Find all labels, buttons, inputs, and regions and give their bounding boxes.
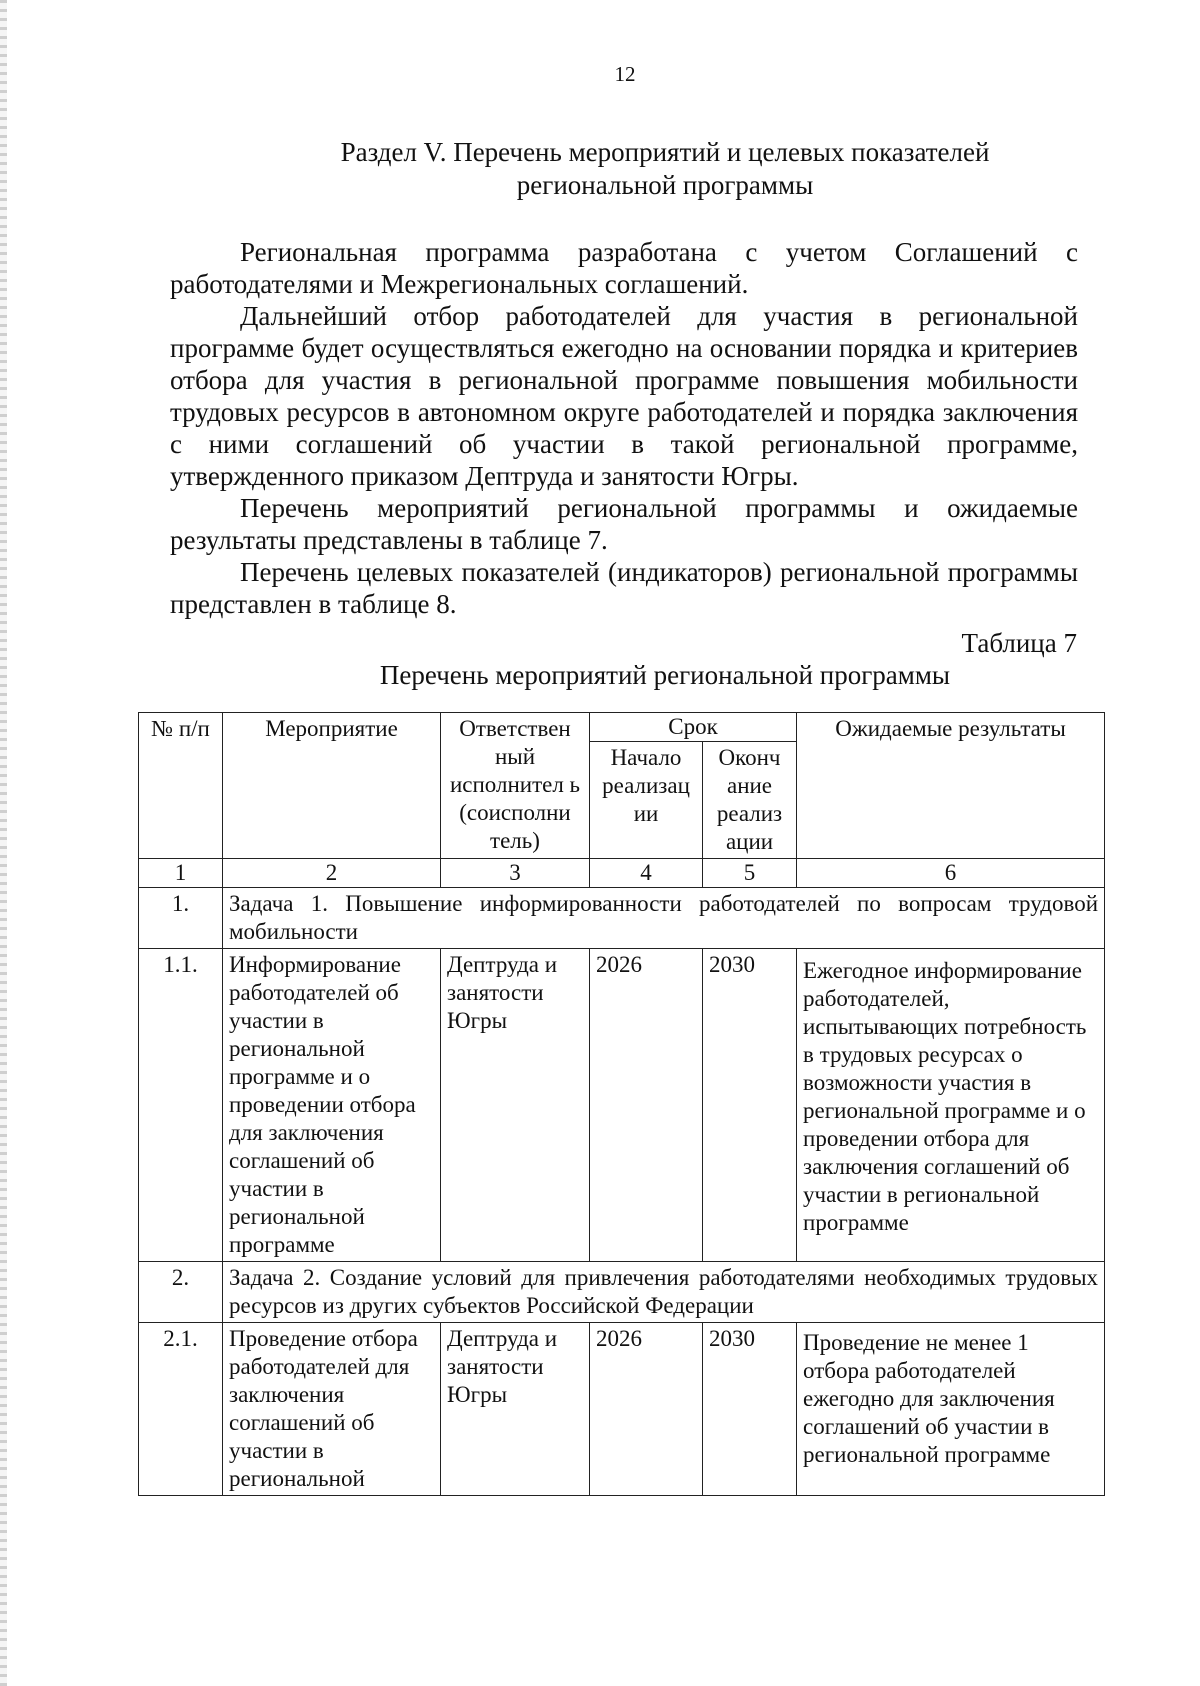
table-title: Перечень мероприятий региональной программы xyxy=(379,660,951,690)
page-number: 12 xyxy=(614,62,636,86)
task-text: Задача 1. Повышение информированности работодателей по вопросам трудовой мобильности xyxy=(223,888,1105,949)
paragraph: Перечень целевых показателей (индикаторов) региональной программы представлен в таблице 8. xyxy=(170,557,1078,619)
row-start: 2026 xyxy=(590,949,703,1262)
row-num: 1.1. xyxy=(139,949,223,1262)
header-event: Мероприятие xyxy=(223,713,441,859)
body-text xyxy=(170,236,1078,620)
header-row xyxy=(139,713,1105,742)
row-event: Проведение отбора работодателей для заключения соглашений об участии в региональной xyxy=(223,1323,441,1496)
table-row xyxy=(139,1323,1105,1496)
paragraph: Перечень мероприятий региональной программы и ожидаемые результаты представлены в таблице 7. xyxy=(170,493,1078,555)
column-number: 3 xyxy=(441,859,590,888)
header-num: № п/п xyxy=(139,713,223,859)
task-row xyxy=(139,1262,1105,1323)
events-table xyxy=(138,712,1105,1496)
row-end: 2030 xyxy=(703,1323,797,1496)
section-title-line2: региональной программы xyxy=(516,170,814,200)
paragraph: Дальнейший отбор работодателей для участия в региональной программе будет осуществляться ежегодно на основании порядка и критериев отбора для участия в региональной программе повышения мобильности трудовых ресурсов в автономном округе работодателей и порядка заключения с ними соглашений об участии в такой региональной программе, утвержденного приказом Дептруда и занятости Югры. xyxy=(170,301,1078,491)
row-start: 2026 xyxy=(590,1323,703,1496)
column-number: 1 xyxy=(139,859,223,888)
column-number: 2 xyxy=(223,859,441,888)
header-responsible: Ответствен ный исполнител ь (соисполни тель) xyxy=(441,713,590,859)
header-term: Срок xyxy=(590,713,797,742)
row-responsible: Дептруда и занятости Югры xyxy=(441,1323,590,1496)
section-title-line1: Раздел V. Перечень мероприятий и целевых показателей xyxy=(340,137,990,167)
task-num: 1. xyxy=(139,888,223,949)
task-num: 2. xyxy=(139,1262,223,1323)
column-number: 6 xyxy=(797,859,1105,888)
column-number-row xyxy=(139,859,1105,888)
row-responsible: Дептруда и занятости Югры xyxy=(441,949,590,1262)
row-num: 2.1. xyxy=(139,1323,223,1496)
table-row xyxy=(139,949,1105,1262)
row-event: Информирование работодателей об участии в региональной программе и о проведении отбора для заключения соглашений об участии в региональной программе xyxy=(223,949,441,1262)
column-number: 5 xyxy=(703,859,797,888)
row-results: Проведение не менее 1 отбора работодателей ежегодно для заключения соглашений об участии в региональной программе xyxy=(797,1323,1105,1496)
scan-edge xyxy=(0,0,7,1686)
task-row xyxy=(139,888,1105,949)
table-label: Таблица 7 xyxy=(961,628,1077,658)
header-end: Оконч ание реализ ации xyxy=(703,742,797,859)
task-text: Задача 2. Создание условий для привлечения работодателями необходимых трудовых ресурсов из других субъектов Российской Федерации xyxy=(223,1262,1105,1323)
header-start: Начало реализац ии xyxy=(590,742,703,859)
row-results: Ежегодное информирование работодателей, испытывающих потребность в трудовых ресурсах о возможности участия в региональной программе и о проведении отбора для заключения соглашений об участии в региональной программе xyxy=(797,949,1105,1262)
paragraph: Региональная программа разработана с учетом Соглашений с работодателями и Межрегиональных соглашений. xyxy=(170,237,1078,299)
column-number: 4 xyxy=(590,859,703,888)
section-title xyxy=(250,136,1080,202)
row-end: 2030 xyxy=(703,949,797,1262)
header-results: Ожидаемые результаты xyxy=(797,713,1105,859)
